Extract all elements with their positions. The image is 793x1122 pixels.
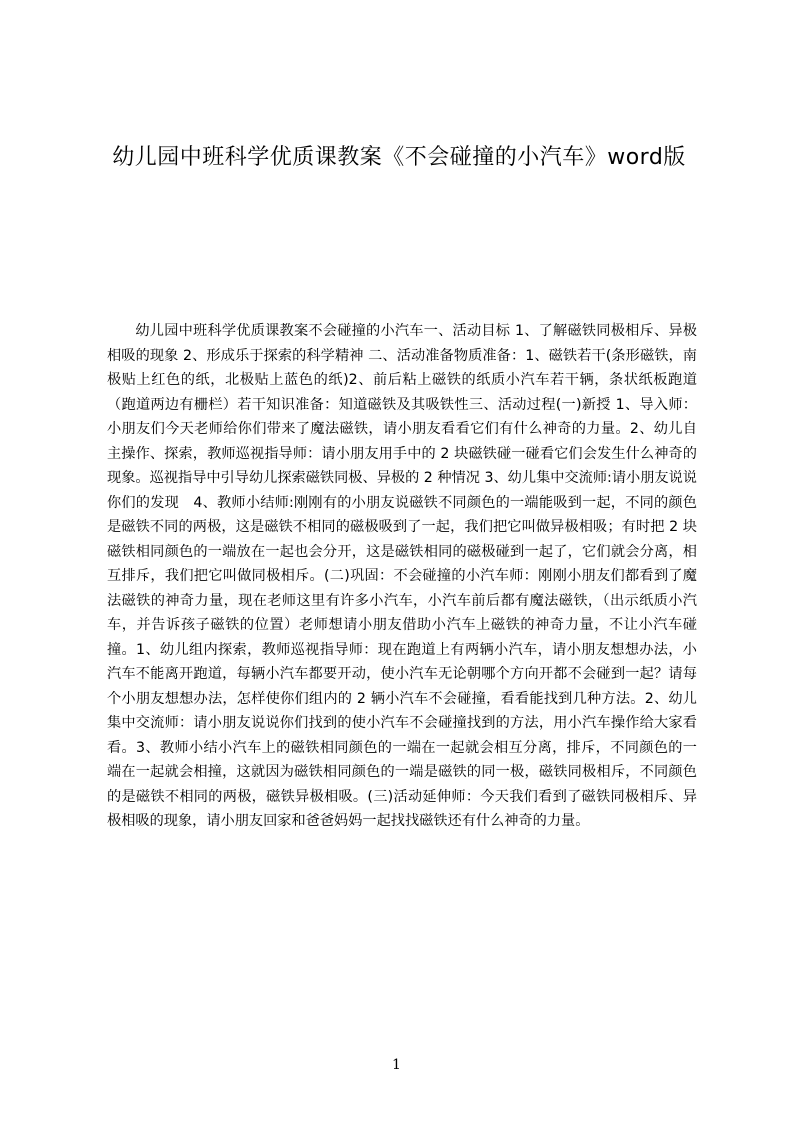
page-number: 1 bbox=[392, 1057, 401, 1073]
document-title: 幼儿园中班科学优质课教案《不会碰撞的小汽车》word版 bbox=[112, 145, 686, 170]
document-body-paragraph: 幼儿园中班科学优质课教案不会碰撞的小汽车一、活动目标 1、了解磁铁同极相斥、异极相吸的现象 2、形成乐于探索的科学精神 二、活动准备物质准备：1、磁铁若干(条形磁铁，南极贴上红色的纸，北极贴上蓝色的纸)2、前后粘上磁铁的纸质小汽车若干辆，条状纸板跑道（跑道两边有栅栏）若干知识准备：知道磁铁及其吸铁性三、活动过程(一)新授 1、导入师：小朋友们今天老师给你们带来了魔法磁铁，请小朋友看看它们有什么神奇的力量。2、幼儿自主操作、探索，教师巡视指导师：请小朋友用手中的 2 块磁铁碰一碰看它们会发生什么神奇的现象。巡视指导中引导幼儿探索磁铁同极、异极的 2 种情况 3、幼儿集中交流师:请小朋友说说你们的发现 4、教师小结师:刚刚有的小朋友说磁铁不同颜色的一端能吸到一起，不同的颜色是磁铁不同的两极，这是磁铁不相同的磁极吸到了一起，我们把它叫做异极相吸；有时把 2 块磁铁相同颜色的一端放在一起也会分开，这是磁铁相同的磁极碰到一起了，它们就会分离，相互排斥，我们把它叫做同极相斥。(二)巩固：不会碰撞的小汽车师：刚刚小朋友们都看到了魔法磁铁的神奇力量，现在老师这里有许多小汽车，小汽车前后都有魔法磁铁，（出示纸质小汽车，并告诉孩子磁铁的位置）老师想请小朋友借助小汽车上磁铁的神奇力量，不让小汽车碰撞。1、幼儿组内探索，教师巡视指导师：现在跑道上有两辆小汽车，请小朋友想想办法，小汽车不能离开跑道，每辆小汽车都要开动，使小汽车无论朝哪个方向开都不会碰到一起？请每个小朋友想想办法，怎样使你们组内的 2 辆小汽车不会碰撞，看看能找到几种方法。2、幼儿集中交流师：请小朋友说说你们找到的使小汽车不会碰撞找到的方法，用小汽车操作给大家看看。3、教师小结小汽车上的磁铁相同颜色的一端在一起就会相互分离，排斥，不同颜色的一端在一起就会相撞，这就因为磁铁相同颜色的一端是磁铁的同一极，磁铁同极相斥，不同颜色的是磁铁不相同的两极，磁铁异极相吸。(三)活动延伸师：今天我们看到了磁铁同极相斥、异极相吸的现象，请小朋友回家和爸爸妈妈一起找找磁铁还有什么神奇的力量。 bbox=[107, 323, 697, 829]
